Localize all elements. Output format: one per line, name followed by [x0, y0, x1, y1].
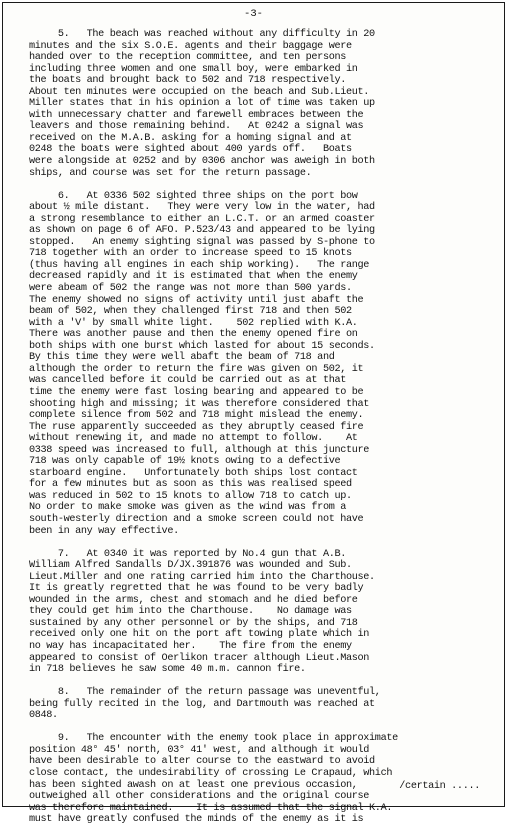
- text-line: handed over to the reception committee, and ten persons: [29, 52, 346, 64]
- text-line: The ruse apparently succeeded as they abruptly ceased fire: [29, 421, 364, 433]
- text-line: leavers and those remaining behind. At 0242 a signal was: [29, 121, 364, 133]
- paragraph: [29, 733, 497, 825]
- text-line: It is greatly regretted that he was found to be very badly: [29, 583, 364, 595]
- paragraph: [29, 549, 497, 676]
- paragraph: [29, 29, 497, 179]
- text-line: 0848.: [29, 710, 58, 722]
- text-line: for a few minutes but as soon as this was realised speed: [29, 479, 352, 491]
- text-line: with a 'V' by small white light. 502 replied with K.A.: [29, 317, 358, 329]
- text-line: 718 together with an order to increase speed to 15 knots: [29, 248, 352, 260]
- text-line: south-westerly direction and a smoke screen could not have: [29, 513, 364, 525]
- text-line: no way has incapacitated her. The fire from the enemy: [29, 640, 352, 652]
- text-line: received only one hit on the port aft towing plate which in: [29, 629, 370, 641]
- text-line: been in any way effective.: [29, 525, 179, 537]
- text-line: 8. The remainder of the return passage was uneventful,: [29, 687, 381, 699]
- text-line: was reduced in 502 to 15 knots to allow 718 to catch up.: [29, 490, 352, 502]
- text-line: William Alfred Sandalls D/JX.391876 was wounded and Sub.: [29, 560, 352, 572]
- text-line: starboard engine. Unfortunately both ships lost contact: [29, 467, 358, 479]
- text-line: position 48° 45' north, 03° 41' west, and although it would: [29, 744, 370, 756]
- text-line: beam of 502, when they challenged first 718 and then 502: [29, 306, 352, 318]
- text-line: close contact, the undesirability of crossing Le Crapaud, which: [29, 768, 393, 779]
- text-line: were alongside at 0252 and by 0306 anchor was aweigh in both: [29, 156, 375, 168]
- text-line: There was another pause and then the enemy opened fire on: [29, 329, 358, 341]
- text-line: 0248 the boats were sighted about 400 yards off. Boats: [29, 144, 352, 156]
- text-line: with unnecessary chatter and farewell embraces between the: [29, 109, 364, 121]
- text-line: minutes and the six S.O.E. agents and their baggage were: [29, 40, 352, 52]
- text-line: as shown on page 6 of AFO. P.523/43 and appeared to be lying: [29, 225, 375, 237]
- text-line: decreased rapidly and it is estimated that when the enemy: [29, 271, 358, 283]
- text-line: wounded in the arms, chest and stomach and he died before: [29, 594, 358, 606]
- text-line: a strong resemblance to either an L.C.T. or an armed coaster: [29, 213, 375, 225]
- text-line: Miller states that in his opinion a lot of time was taken up: [29, 98, 375, 110]
- text-line: has been sighted awash on at least one previous occasion,: [29, 779, 358, 791]
- text-line: being fully recited in the log, and Dartmouth was reached at: [29, 698, 375, 710]
- text-line: About ten minutes were occupied on the beach and Sub.Lieut.: [29, 86, 370, 98]
- document-body: [29, 29, 497, 837]
- text-line: without renewing it, and made no attempt to follow. At: [29, 433, 358, 445]
- text-line: was therefore maintained. It is assumed that the signal K.A.: [29, 802, 393, 814]
- text-line: (thus having all engines in each ship working). The range: [29, 259, 370, 271]
- text-line: 0338 speed was increased to full, although at this juncture: [29, 444, 370, 456]
- text-line: ships, and course was set for the return passage.: [29, 167, 312, 179]
- text-line: shooting high and missing; it was therefore considered that: [29, 398, 370, 410]
- text-line: the boats and brought back to 502 and 718 respectively.: [29, 75, 346, 87]
- text-line: both ships with one burst which lasted for about 15 seconds.: [29, 340, 375, 352]
- text-line: 5. The beach was reached without any difficulty in 20: [29, 29, 375, 40]
- paragraph: [29, 687, 497, 722]
- text-line: 9. The encounter with the enemy took place in approximate: [29, 733, 398, 745]
- text-line: must have greatly confused the minds of the enemy as it is: [29, 814, 364, 826]
- document-page: [2, 2, 505, 826]
- text-line: received on the M.A.B. asking for a homing signal and at: [29, 132, 352, 144]
- text-line: 6. At 0336 502 sighted three ships on the port bow: [29, 190, 358, 202]
- page-number: -3-: [244, 8, 263, 20]
- text-line: Lieut.Miller and one rating carried him into the Charthouse.: [29, 571, 375, 583]
- paragraph: [29, 191, 497, 537]
- text-line: in 718 believes he saw some 40 m.m. cannon fire.: [29, 664, 306, 676]
- continuation-catchword: /certain .....: [399, 781, 480, 792]
- text-line: appeared to consist of Oerlikon tracer although Lieut.Mason: [29, 652, 370, 664]
- text-line: 7. At 0340 it was reported by No.4 gun that A.B.: [29, 548, 346, 560]
- text-line: although the order to return the fire was given on 502, it: [29, 363, 364, 375]
- text-line: The enemy showed no signs of activity until just abaft the: [29, 294, 364, 306]
- text-line: complete silence from 502 and 718 might mislead the enemy.: [29, 410, 364, 422]
- text-line: stopped. An enemy sighting signal was passed by S-phone to: [29, 236, 375, 248]
- text-line: were abeam of 502 the range was not more than 500 yards.: [29, 283, 352, 295]
- text-line: was cancelled before it could be carried out as at that: [29, 375, 346, 387]
- text-line: sustained by any other personnel or by the ships, and 718: [29, 617, 358, 629]
- text-line: about ½ mile distant. They were very low in the water, had: [29, 202, 375, 214]
- text-line: have been desirable to alter course to the eastward to avoid: [29, 756, 375, 768]
- text-line: including three women and one small boy, were embarked in: [29, 63, 358, 75]
- text-line: By this time they were well abaft the beam of 718 and: [29, 352, 335, 364]
- text-line: time the enemy were fast losing bearing and appeared to be: [29, 386, 364, 398]
- text-line: No order to make smoke was given as the wind was from a: [29, 502, 346, 514]
- text-line: outweighed all other considerations and the original course: [29, 791, 370, 803]
- text-line: 718 was only capable of 19½ knots owing to a defective: [29, 456, 341, 468]
- text-line: they could get him into the Charthouse. No damage was: [29, 606, 352, 618]
